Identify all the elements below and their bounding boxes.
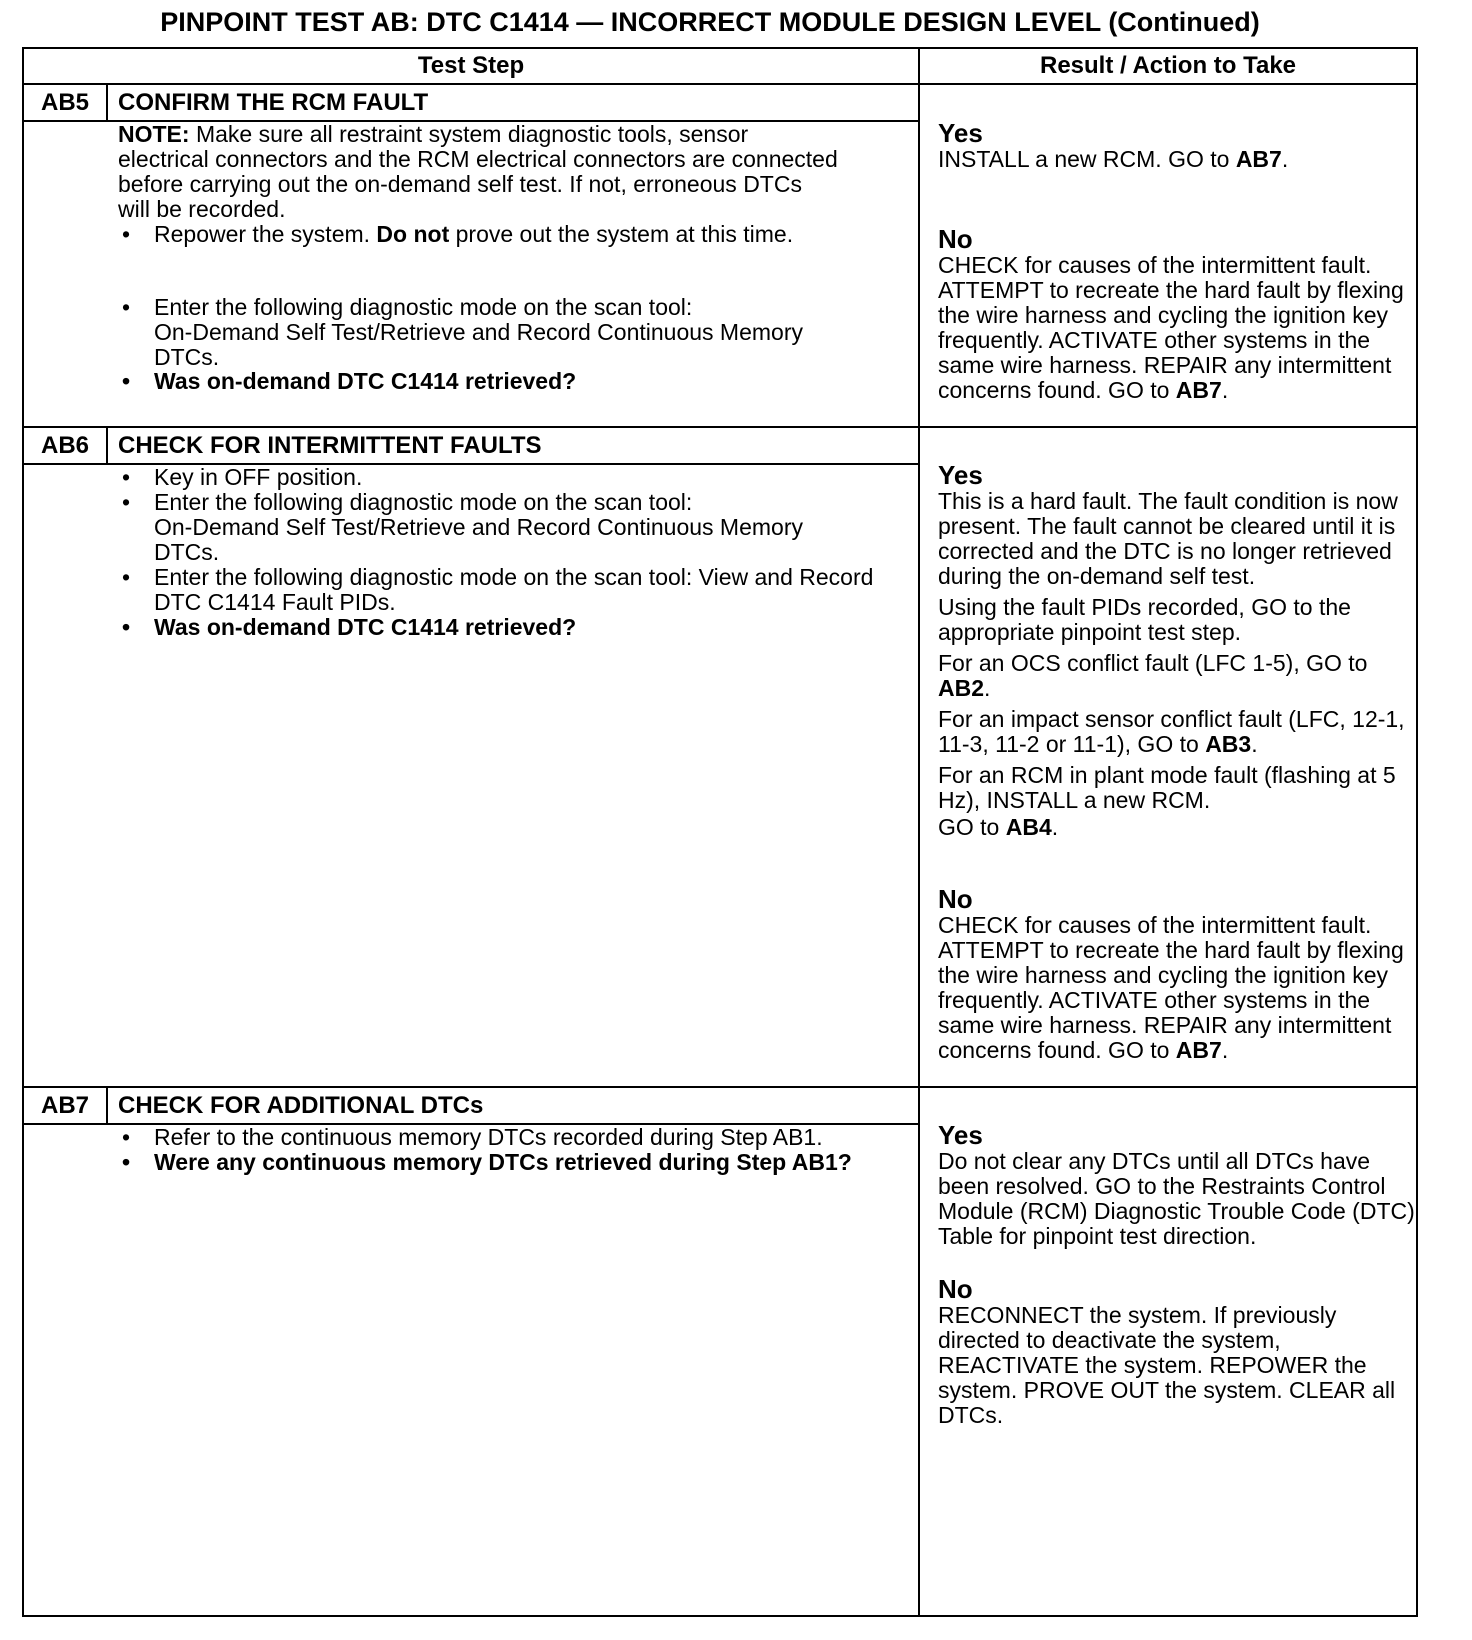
bullet-text-cont: On-Demand Self Test/Retrieve and Record Continuous Memory DTCs. xyxy=(154,319,803,370)
bullet-text: Refer to the continuous memory DTCs recorded during Step AB1. xyxy=(154,1124,823,1150)
page-title: PINPOINT TEST AB: DTC C1414 — INCORRECT MODULE DESIGN LEVEL (Continued) xyxy=(160,7,1260,37)
ab5-result-yes: Yes INSTALL a new RCM. GO to AB7. xyxy=(938,119,1418,172)
result-text: Do not clear any DTCs until all DTCs have been resolved. GO to the Restraints Control Module (RCM) Diagnostic Trouble Code (DTC) Table for pinpoint test direction. xyxy=(938,1148,1415,1249)
bullet-text: Enter the following diagnostic mode on the scan tool: View and Record DTC C1414 Fault PIDs. xyxy=(154,564,874,615)
note-label: NOTE: xyxy=(118,121,190,147)
result-text: For an OCS conflict fault (LFC 1-5), GO to xyxy=(938,650,1368,676)
step-ref: AB2 xyxy=(938,675,985,701)
step-id-ab7: AB7 xyxy=(40,1092,89,1119)
no-label: No xyxy=(938,884,973,914)
note-text: Make sure all restraint system diagnostic tools, sensor electrical connectors and the RCM electrical connectors are connected before carrying out the on-demand self test. If not, erroneous DTCs will be recorded. xyxy=(118,121,838,222)
bullet-text: Enter the following diagnostic mode on the scan tool: xyxy=(154,489,693,515)
step-title-ab6: CHECK FOR INTERMITTENT FAULTS xyxy=(118,432,542,459)
step-id-ab6: AB6 xyxy=(40,432,89,459)
result-text: For an impact sensor conflict fault (LFC, 12-1, 11-3, 11-2 or 11-1), GO to xyxy=(938,706,1405,757)
step-id-ab5: AB5 xyxy=(40,89,89,116)
ab5-note xyxy=(118,122,838,222)
result-text: For an RCM in plant mode fault (flashing at 5 Hz), INSTALL a new RCM. xyxy=(938,762,1396,813)
yes-label: Yes xyxy=(938,1120,983,1150)
bullet-text-cont: On-Demand Self Test/Retrieve and Record Continuous Memory DTCs. xyxy=(154,514,803,565)
step-id-divider xyxy=(106,85,108,120)
ab6-bullets: • Key in OFF position. • Enter the following diagnostic mode on the scan tool: On-Demand Self Test/Retrieve and Record Continuous Memory DTCs. • Enter the following diagnostic mode on the scan tool: View and Record DTC C1414 Fault PIDs. • Was on-demand DTC C1414 retrieved? xyxy=(122,464,874,640)
yes-label: Yes xyxy=(938,118,983,148)
no-label: No xyxy=(938,1274,973,1304)
step-id-divider xyxy=(106,1088,108,1123)
ab7-bullets: • Refer to the continuous memory DTCs recorded during Step AB1. • Were any continuous memory DTCs retrieved during Step AB1? xyxy=(122,1124,852,1175)
ab5-bullet-1: • Repower the system. Do not prove out the system at this time. xyxy=(122,221,794,247)
result-text: RECONNECT the system. If previously directed to deactivate the system, REACTIVATE the system. REPOWER the system. PROVE OUT the system. CLEAR all DTCs. xyxy=(938,1302,1396,1428)
step-ref: AB7 xyxy=(1175,1037,1222,1063)
column-divider xyxy=(918,49,920,1615)
no-label: No xyxy=(938,224,973,254)
bullet-emphasis: Do not xyxy=(376,221,450,247)
ab7-result-no xyxy=(938,1275,1418,1428)
result-text: CHECK for causes of the intermittent fault. ATTEMPT to recreate the hard fault by flexing the wire harness and cycling the ignition key frequently. ACTIVATE other systems in the same wire harness. REPAIR any intermittent concerns found. GO to xyxy=(938,912,1404,1063)
ab5-bullet-3: • Was on-demand DTC C1414 retrieved? xyxy=(122,368,577,394)
result-text: INSTALL a new RCM. GO to xyxy=(938,146,1236,172)
bullet-text: Key in OFF position. xyxy=(154,464,363,490)
step-ref: AB7 xyxy=(1175,377,1222,403)
bullet-question: Were any continuous memory DTCs retrieved during Step AB1? xyxy=(154,1149,852,1175)
ab6-result-yes: Yes This is a hard fault. The fault condition is now present. The fault cannot be cleared until it is corrected and the DTC is no longer retrieved during the on-demand self test. Using the fault PIDs recorded, GO to the appropriate pinpoint test step. For an OCS conflict fault (LFC 1-5), GO to AB2. For an impact sensor conflict fault (LFC, 12-1, 11-3, 11-2 or 11-1), GO to AB3. For an RCM in plant mode fault (flashing at 5 Hz), INSTALL a new RCM. GO to AB4. xyxy=(938,461,1418,840)
step-title-ab7: CHECK FOR ADDITIONAL DTCs xyxy=(118,1092,484,1119)
step-title-ab5: CONFIRM THE RCM FAULT xyxy=(118,89,429,116)
ab7-result-yes xyxy=(938,1121,1418,1249)
header-test-step: Test Step xyxy=(417,52,525,79)
header-result-action: Result / Action to Take xyxy=(1039,52,1297,79)
result-text: Using the fault PIDs recorded, GO to the appropriate pinpoint test step. xyxy=(938,594,1351,645)
yes-label: Yes xyxy=(938,460,983,490)
ab6-result-no: No CHECK for causes of the intermittent fault. ATTEMPT to recreate the hard fault by flexing the wire harness and cycling the ignition key frequently. ACTIVATE other systems in the same wire harness. REPAIR any intermittent concerns found. GO to AB7. xyxy=(938,885,1418,1063)
result-text: CHECK for causes of the intermittent fault. ATTEMPT to recreate the hard fault by flexing the wire harness and cycling the ignition key frequently. ACTIVATE other systems in the same wire harness. REPAIR any intermittent concerns found. GO to xyxy=(938,252,1404,403)
result-text: GO to xyxy=(938,814,1006,840)
bullet-question: Was on-demand DTC C1414 retrieved? xyxy=(154,614,577,640)
bullet-text: Repower the system. xyxy=(154,221,377,247)
step-ref: AB3 xyxy=(1205,731,1252,757)
bullet-question: Was on-demand DTC C1414 retrieved? xyxy=(154,368,577,394)
bullet-text: prove out the system at this time. xyxy=(449,221,794,247)
bullet-text: Enter the following diagnostic mode on the scan tool: xyxy=(154,294,693,320)
ab5-result-no: No CHECK for causes of the intermittent fault. ATTEMPT to recreate the hard fault by flexing the wire harness and cycling the ignition key frequently. ACTIVATE other systems in the same wire harness. REPAIR any intermittent concerns found. GO to AB7. xyxy=(938,225,1418,403)
step-ref: AB7 xyxy=(1235,146,1282,172)
ab5-bullet-2: • Enter the following diagnostic mode on the scan tool: On-Demand Self Test/Retrieve and Record Continuous Memory DTCs. xyxy=(122,294,803,370)
step-id-divider xyxy=(106,428,108,463)
pinpoint-test-table xyxy=(22,47,1418,1617)
result-text: This is a hard fault. The fault condition is now present. The fault cannot be cleared until it is corrected and the DTC is no longer retrieved during the on-demand self test. xyxy=(938,488,1398,589)
step-ref: AB4 xyxy=(1005,814,1052,840)
